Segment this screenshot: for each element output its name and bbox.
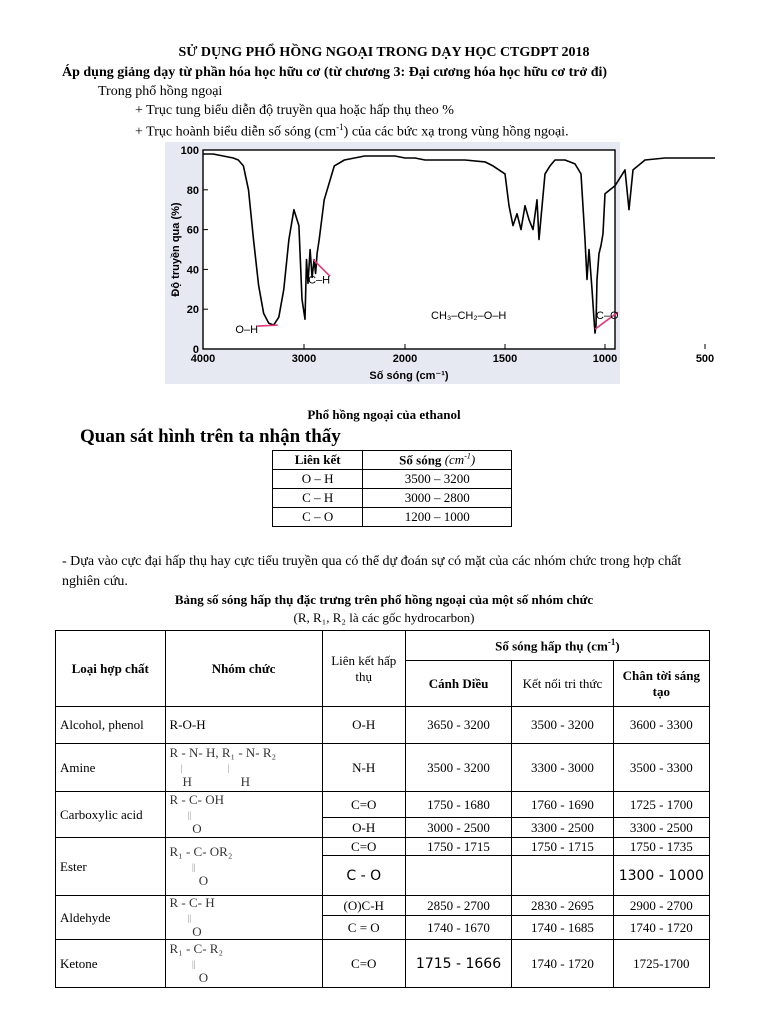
amine-formula-sep: , [215, 745, 219, 760]
table1-bond: O – H [273, 470, 363, 489]
carboxylic-b1: 3000 - 2500 [405, 818, 511, 838]
ester-formula: R₁ - C- OR₂ || O [169, 844, 233, 888]
bullet-y-axis: + Trục tung biểu diễn độ truyền qua hoặc hấp thụ theo % [135, 103, 454, 118]
annotation-ch: C–H [308, 274, 331, 287]
type-ester: Ester [56, 838, 166, 896]
table-row [56, 707, 710, 744]
group-ketone [165, 940, 322, 988]
amine-formula-2: R₁ - N- R₂ [221, 745, 277, 760]
bond-alcohol: O-H [322, 707, 405, 744]
bullet-x-axis-sup: -1 [336, 122, 344, 132]
table1-header-wavenumber-label: Số sóng [399, 452, 442, 468]
amine-h-1: H [182, 774, 192, 789]
x-tick-label: 2000 [392, 353, 418, 365]
molecule-label: CH₃–CH₂–O–H [431, 310, 507, 323]
amine-h-2: H [240, 774, 251, 789]
table-row [273, 489, 512, 508]
bullet-x-axis-a: + Trục hoành biểu diễn số sóng (cm [135, 124, 337, 140]
y-tick-label: 0 [192, 344, 199, 356]
aldehyde-a2: 2830 - 2695 [512, 896, 613, 916]
ketone-formula: R₁ - C- R₂ || O [169, 941, 223, 985]
carboxylic-a1: 1750 - 1680 [405, 792, 511, 818]
bond-wavenumber-table [272, 450, 512, 527]
table1-range: 3000 – 2800 [363, 489, 512, 508]
table2-h-group: Nhóm chức [165, 631, 322, 707]
table-row [273, 508, 512, 527]
ester-a3: 1750 - 1735 [613, 838, 709, 856]
aldehyde-formula-main: R - C- H [169, 895, 215, 910]
aldehyde-formula-o: O [192, 924, 202, 939]
plot-frame [203, 150, 615, 349]
aldehyde-b2: 1740 - 1685 [512, 916, 613, 940]
table2-h-wave-sup: -1 [607, 636, 616, 647]
ketone-formula-main: R₁ - C- R₂ [169, 941, 223, 956]
x-tick-label: 1500 [492, 353, 518, 365]
table2-h-wave-label: Số sóng hấp thụ (cm [495, 638, 608, 654]
amine-v1: 3500 - 3200 [405, 744, 511, 792]
table2-h-book1: Cánh Diều [405, 661, 511, 707]
table2-title: Bảng số sóng hấp thụ đặc trưng trên phổ hồng ngoại của một số nhóm chức [174, 592, 594, 607]
carboxylic-formula-o: O [192, 821, 202, 836]
y-tick-label: 40 [186, 264, 199, 277]
ir-spectrum-chart [165, 142, 715, 384]
x-axis-label: Số sóng (cm⁻¹) [369, 370, 449, 382]
table1-bond: C – O [273, 508, 363, 527]
annotation-oh: O–H [235, 324, 259, 337]
table2-header-row [56, 631, 710, 661]
ester-b2 [512, 856, 613, 896]
type-carboxylic: Carboxylic acid [56, 792, 166, 838]
group-amine [165, 744, 322, 792]
table1-range: 3500 – 3200 [363, 470, 512, 489]
functional-group-table [55, 630, 710, 988]
aldehyde-a3: 2900 - 2700 [613, 896, 709, 916]
ester-a1: 1750 - 1715 [405, 838, 511, 856]
table1-unit-sup: -1 [464, 451, 471, 461]
aldehyde-formula: R - C- H || O [169, 895, 215, 939]
table2-subtitle: (R, R₁, R₂ là các gốc hydrocarbon) [293, 610, 475, 625]
table1-header-bond: Liên kết [273, 451, 363, 470]
table1-unit: $(cm^{-1})$ [444, 451, 476, 468]
ketone-v3: 1725-1700 [613, 940, 709, 988]
bond-aldehyde-co: C = O [322, 916, 405, 940]
table-row [56, 744, 710, 792]
bond-aldehyde-ch: (O)C-H [322, 896, 405, 916]
y-tick-label: 100 [180, 145, 199, 157]
bond-ester-co: C=O [322, 838, 405, 856]
aldehyde-b1: 1740 - 1670 [405, 916, 511, 940]
ketone-formula-o: O [198, 970, 209, 985]
ketone-v1: 1715 - 1666 [405, 940, 511, 988]
table-row [56, 896, 710, 916]
aldehyde-b3: 1740 - 1720 [613, 916, 709, 940]
aldehyde-a1: 2850 - 2700 [405, 896, 511, 916]
amine-formula-1: R - N- H [169, 745, 216, 760]
ester-b3: 1300 - 1000 [613, 856, 709, 896]
page-title: SỬ DỤNG PHỔ HỒNG NGOẠI TRONG DẠY HỌC CTGDPT 2018 [178, 45, 590, 60]
alcohol-v3: 3600 - 3300 [613, 707, 709, 744]
amine-formula: R - N- H, R₁ - N- R₂ | | H H [169, 745, 277, 789]
ester-formula-main: R₁ - C- OR₂ [169, 844, 233, 859]
observe-heading: Quan sát hình trên ta nhận thấy [80, 426, 341, 447]
table1-unit-text: cm [449, 452, 465, 468]
table2-h-bond: Liên kết hấp thụ [322, 631, 405, 707]
bond-carboxylic-co: C=O [322, 792, 405, 818]
figure-caption: Phổ hồng ngoại của ethanol [307, 407, 461, 422]
table1-header-wavenumber [363, 451, 512, 470]
ester-b1 [405, 856, 511, 896]
bullet-x-axis [135, 122, 569, 141]
table-row [56, 792, 710, 818]
group-aldehyde [165, 896, 322, 940]
table-row [273, 470, 512, 489]
carboxylic-b3: 3300 - 2500 [613, 818, 709, 838]
table2-h-book3: Chân tời sáng tạo [613, 661, 709, 707]
type-aldehyde: Aldehyde [56, 896, 166, 940]
carboxylic-b2: 3300 - 2500 [512, 818, 613, 838]
group-alcohol: R-O-H [165, 707, 322, 744]
carboxylic-formula: R - C- OH || O [169, 792, 225, 836]
note-paragraph: - Dựa vào cực đại hấp thụ hay cực tiểu truyền qua có thể dự đoán sự có mặt của các nhóm chức trong hợp chất nghiên cứu. [62, 554, 682, 589]
bullet-x-axis-b: ) của các bức xạ trong vùng hồng ngoại. [343, 124, 569, 140]
ester-formula-o: O [198, 873, 209, 888]
table2-h-type: Loại hợp chất [56, 631, 166, 707]
carboxylic-formula-main: R - C- OH [169, 792, 225, 807]
amine-v3: 3500 - 3300 [613, 744, 709, 792]
ester-a2: 1750 - 1715 [512, 838, 613, 856]
x-tick-label: 500 [695, 353, 715, 365]
group-ester [165, 838, 322, 896]
table-row [56, 838, 710, 856]
y-tick-label: 60 [186, 224, 199, 237]
bond-ester-c-o: C - O [322, 856, 405, 896]
annotation-pointer-oh [257, 325, 277, 326]
x-tick-label: 3000 [291, 353, 317, 365]
carboxylic-a2: 1760 - 1690 [512, 792, 613, 818]
bond-carboxylic-oh: O-H [322, 818, 405, 838]
intro-text: Trong phổ hồng ngoại [98, 84, 223, 99]
alcohol-v1: 3650 - 3200 [405, 707, 511, 744]
ir-spectrum-svg [165, 142, 715, 384]
table1-bond: C – H [273, 489, 363, 508]
type-ketone: Ketone [56, 940, 166, 988]
table1-header-row [273, 451, 512, 470]
amine-v2: 3300 - 3000 [512, 744, 613, 792]
y-tick-label: 80 [186, 184, 199, 197]
y-axis-label: Độ truyền qua (%) [170, 202, 182, 297]
table2-h-wave-end: ) [615, 638, 620, 654]
table2-h-wave [405, 631, 709, 661]
page-subtitle: Áp dụng giảng dạy từ phần hóa học hữu cơ (từ chương 3: Đại cương hóa học hữu cơ trở đi) [62, 65, 608, 80]
table1-range: 1200 – 1000 [363, 508, 512, 527]
alcohol-v2: 3500 - 3200 [512, 707, 613, 744]
type-amine: Amine [56, 744, 166, 792]
x-tick-label: 4000 [190, 353, 216, 365]
ketone-v2: 1740 - 1720 [512, 940, 613, 988]
carboxylic-a3: 1725 - 1700 [613, 792, 709, 818]
bond-amine: N-H [322, 744, 405, 792]
annotation-co: C–O [596, 310, 619, 323]
table-row [56, 940, 710, 988]
bond-ketone: C=O [322, 940, 405, 988]
table2-h-book2: Kết nối tri thức [512, 661, 613, 707]
y-tick-label: 20 [186, 304, 199, 317]
x-tick-label: 1000 [592, 353, 618, 365]
type-alcohol: Alcohol, phenol [56, 707, 166, 744]
group-carboxylic [165, 792, 322, 838]
